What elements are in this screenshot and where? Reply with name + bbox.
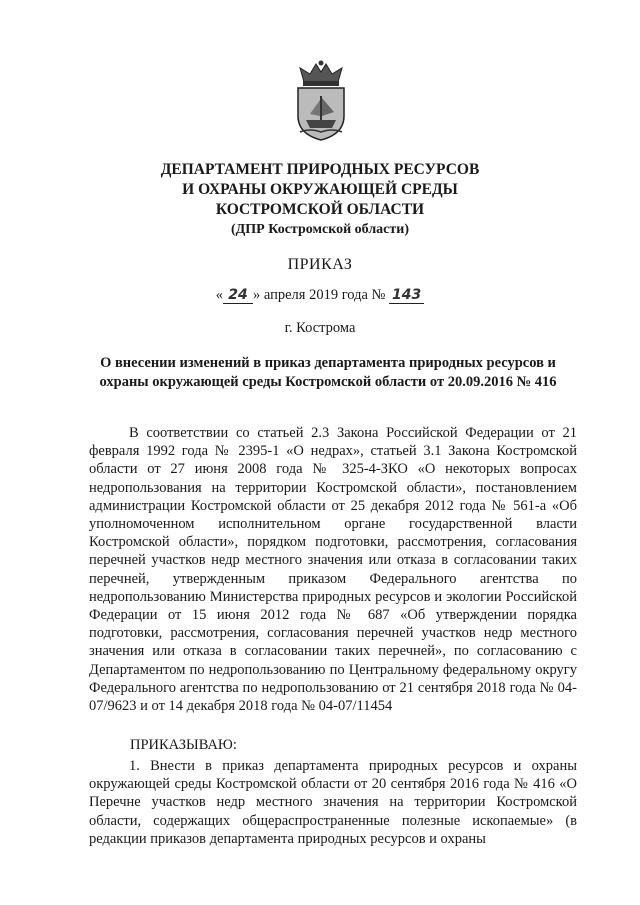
prikazyvayu-heading: ПРИКАЗЫВАЮ: — [130, 737, 237, 753]
kostroma-coat-of-arms-icon — [290, 60, 352, 142]
quote-close: » — [252, 287, 261, 303]
header-line-1: ДЕПАРТАМЕНТ ПРИРОДНЫХ РЕСУРСОВ — [160, 161, 480, 178]
header-line-3: КОСТРОМСКОЙ ОБЛАСТИ — [215, 201, 425, 218]
header-line-4: (ДПР Костромской области) — [231, 222, 409, 237]
handwritten-day: 24 — [223, 287, 253, 304]
order-item-1 — [89, 757, 577, 848]
order-title: ПРИКАЗ — [287, 256, 353, 273]
preamble-paragraph: В соответствии со статьей 2.3 Закона Российской Федерации от 21 февраля 1992 года № 2395-1 «О недрах», статьей 3.1 Закона Костромской области от 27 июня 2008 года № 325-4-ЗКО «О некоторых вопросах недропользования на территории Костромской области», постановлением администрации Костромской области от 25 декабря 2012 года № 561-а «Об уполномоченном исполнительном органе государственной власти Костромской области», порядком подготовки, рассмотрения, согласования перечней участков недр местного значения или отказа в согласовании таких перечней, утвержденным приказом Федерального агентства по недропользованию Министерства природных ресурсов и экологии Российской Федерации от 15 июня 2012 года № 687 «Об утверждении порядка подготовки, рассмотрения, согласования перечней участков недр местного значения или отказа в согласовании таких перечней», по согласованию с Департаментом по недропользованию по Центральному федеральному округу Федерального агентства по недропользованию от 21 сентября 2018 года № 04-07/9623 и от 14 декабря 2018 года № 04-07/11454 — [89, 425, 577, 715]
order-item-1-text: 1. Внести в приказ департамента природных ресурсов и охраны окружающей среды Костромской области от 20 сентября 2016 года № 416 «О Перечне участков недр местного значения на территории Костромской области, содержащих общераспространенные полезные ископаемые» (в редакции приказов департамента природных ресурсов и охраны — [89, 758, 577, 847]
order-date-text: апреля 2019 года № — [263, 287, 386, 303]
order-subject: О внесении изменений в приказ департамента природных ресурсов и охраны окружающей среды Костромской области от 20.09.2016 № 416 — [99, 355, 557, 390]
city: г. Кострома — [284, 320, 356, 336]
preamble — [89, 424, 577, 715]
department-header — [0, 160, 640, 240]
order-date-line — [0, 287, 640, 304]
quote-open: « — [215, 287, 223, 303]
handwritten-order-number: 143 — [389, 287, 424, 304]
header-line-2: И ОХРАНЫ ОКРУЖАЮЩЕЙ СРЕДЫ — [182, 181, 458, 198]
